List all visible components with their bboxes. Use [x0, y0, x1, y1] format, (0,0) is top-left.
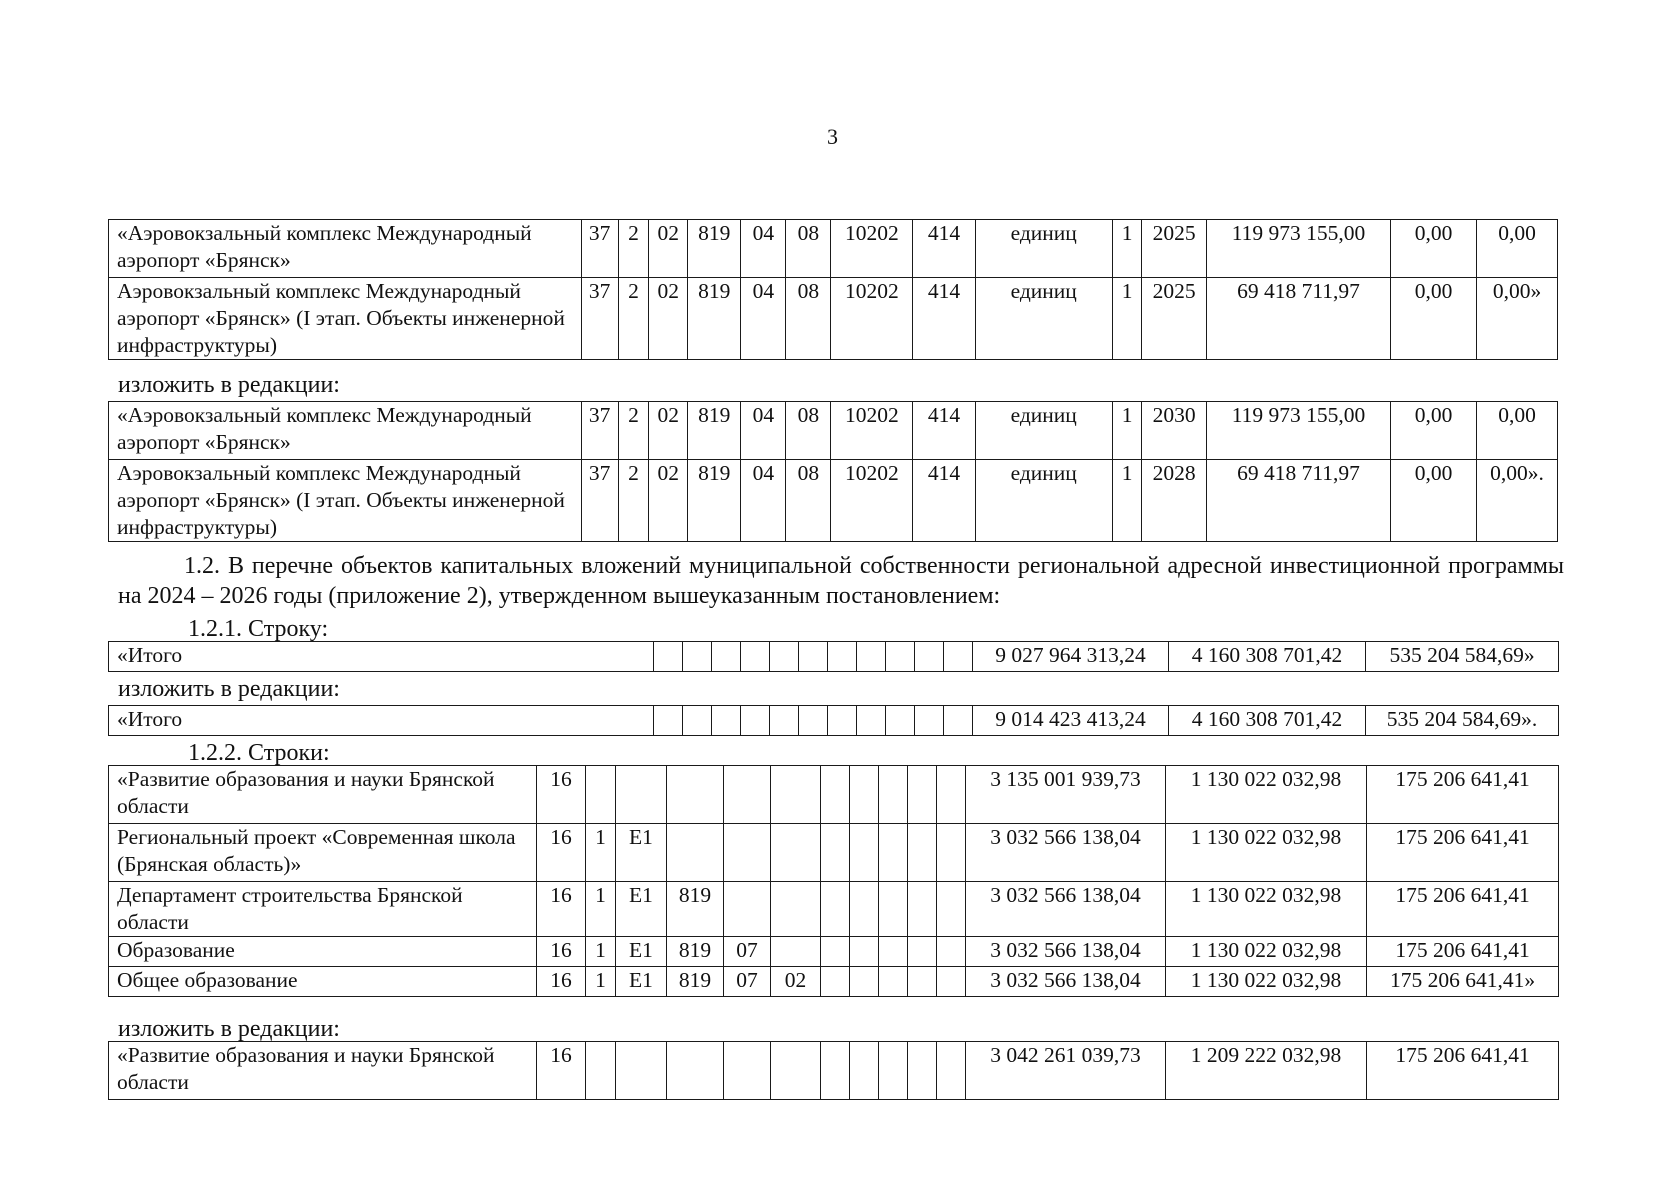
empty-cell — [770, 706, 799, 736]
value-cell: 10202 — [831, 460, 913, 542]
value-cell: 2 — [618, 278, 649, 360]
amount-cell: 4 160 308 701,42 — [1169, 642, 1366, 672]
value-cell: единиц — [975, 460, 1112, 542]
amount-cell: 9 027 964 313,24 — [973, 642, 1169, 672]
code-cell — [850, 1042, 879, 1100]
value-cell: 10202 — [831, 402, 913, 460]
code-cell: 07 — [724, 967, 771, 997]
code-cell: 1 — [586, 824, 616, 882]
code-cell: E1 — [616, 882, 667, 937]
code-cell — [908, 882, 937, 937]
code-cell: 16 — [537, 937, 586, 967]
table-row — [109, 706, 1559, 736]
table-row — [109, 220, 1558, 278]
value-cell: 02 — [649, 278, 688, 360]
amount-cell: 1 130 022 032,98 — [1166, 766, 1367, 824]
code-cell — [667, 824, 724, 882]
object-name-cell: «Аэровокзальный комплекс Международный аэропорт «Брянск» — [109, 220, 582, 278]
code-cell: 1 — [586, 882, 616, 937]
amount-cell: 3 032 566 138,04 — [966, 824, 1166, 882]
value-cell: 2 — [618, 460, 649, 542]
value-cell: 08 — [786, 220, 831, 278]
value-cell: 10202 — [831, 278, 913, 360]
code-cell — [850, 824, 879, 882]
amount-cell: 535 204 584,69». — [1366, 706, 1559, 736]
code-cell — [879, 1042, 908, 1100]
value-cell: 2028 — [1142, 460, 1206, 542]
value-cell: 2 — [618, 402, 649, 460]
value-cell: 04 — [741, 460, 786, 542]
table-education-new — [108, 1041, 1559, 1100]
empty-cell — [712, 642, 741, 672]
code-cell — [821, 937, 850, 967]
empty-cell — [944, 706, 973, 736]
code-cell — [937, 967, 966, 997]
code-cell — [879, 824, 908, 882]
empty-cell — [799, 642, 828, 672]
value-cell: 0,00» — [1477, 278, 1558, 360]
value-cell: 119 973 155,00 — [1206, 220, 1390, 278]
empty-cell — [712, 706, 741, 736]
code-cell: 16 — [537, 1042, 586, 1100]
code-cell: 02 — [771, 967, 821, 997]
empty-cell — [654, 706, 683, 736]
code-cell — [616, 1042, 667, 1100]
amount-cell: 3 032 566 138,04 — [966, 882, 1166, 937]
value-cell: 08 — [786, 402, 831, 460]
value-cell: 2025 — [1142, 278, 1206, 360]
item-name-cell: Департамент строительства Брянской области — [109, 882, 537, 937]
code-cell: E1 — [616, 967, 667, 997]
table-row — [109, 967, 1559, 997]
label-1-2-1: 1.2.1. Строку: — [188, 616, 329, 642]
value-cell: 02 — [649, 402, 688, 460]
value-cell: 2 — [618, 220, 649, 278]
code-cell — [821, 967, 850, 997]
value-cell: 414 — [913, 220, 975, 278]
code-cell — [908, 766, 937, 824]
amount-cell: 4 160 308 701,42 — [1169, 706, 1366, 736]
code-cell — [908, 1042, 937, 1100]
amount-cell: 175 206 641,41 — [1367, 824, 1559, 882]
code-cell: 819 — [667, 937, 724, 967]
code-cell: 819 — [667, 967, 724, 997]
table-row — [109, 937, 1559, 967]
code-cell: 16 — [537, 967, 586, 997]
code-cell — [908, 937, 937, 967]
amount-cell: 175 206 641,41 — [1367, 882, 1559, 937]
table-row — [109, 824, 1559, 882]
amount-cell: 3 042 261 039,73 — [966, 1042, 1166, 1100]
amount-cell: 3 032 566 138,04 — [966, 937, 1166, 967]
code-cell — [879, 766, 908, 824]
value-cell: 819 — [688, 278, 741, 360]
code-cell — [850, 882, 879, 937]
code-cell — [908, 967, 937, 997]
amount-cell: 1 130 022 032,98 — [1166, 937, 1367, 967]
table-airport-old — [108, 219, 1558, 360]
item-name-cell: «Развитие образования и науки Брянской области — [109, 1042, 537, 1100]
edit-label-1: изложить в редакции: — [118, 372, 340, 398]
code-cell — [850, 937, 879, 967]
table-row — [109, 1042, 1559, 1100]
value-cell: 0,00 — [1391, 402, 1477, 460]
code-cell: 07 — [724, 937, 771, 967]
value-cell: 08 — [786, 460, 831, 542]
code-cell — [879, 967, 908, 997]
code-cell — [937, 824, 966, 882]
value-cell: 1 — [1112, 220, 1142, 278]
code-cell — [667, 1042, 724, 1100]
value-cell: 819 — [688, 402, 741, 460]
value-cell: 02 — [649, 220, 688, 278]
amount-cell: 175 206 641,41 — [1367, 766, 1559, 824]
code-cell — [821, 824, 850, 882]
code-cell — [616, 766, 667, 824]
empty-cell — [915, 642, 944, 672]
table-education-old — [108, 765, 1559, 997]
value-cell: 1 — [1112, 460, 1142, 542]
table-row — [109, 402, 1558, 460]
code-cell — [937, 882, 966, 937]
amount-cell: 175 206 641,41» — [1367, 967, 1559, 997]
item-name-cell: Образование — [109, 937, 537, 967]
page-number: 3 — [827, 124, 838, 149]
empty-cell — [944, 642, 973, 672]
value-cell: единиц — [975, 220, 1112, 278]
edit-label-3: изложить в редакции: — [118, 1016, 340, 1042]
value-cell: 04 — [741, 402, 786, 460]
code-cell — [821, 1042, 850, 1100]
code-cell — [771, 766, 821, 824]
paragraph-1-2: 1.2. В перечне объектов капитальных вложений муниципальной собственности региональной адресной инвестиционной программы на 2024 – 2026 годы (приложение 2), утвержденном вышеуказанным постановлением: — [118, 553, 1564, 609]
value-cell: 819 — [688, 220, 741, 278]
code-cell: 1 — [586, 967, 616, 997]
empty-cell — [683, 706, 712, 736]
value-cell: 02 — [649, 460, 688, 542]
value-cell: 37 — [581, 220, 618, 278]
table-total-new — [108, 705, 1559, 736]
empty-cell — [828, 706, 857, 736]
value-cell: 119 973 155,00 — [1206, 402, 1390, 460]
object-name-cell: Аэровокзальный комплекс Международный аэропорт «Брянск» (I этап. Объекты инженерной инфраструктуры) — [109, 278, 582, 360]
value-cell: 69 418 711,97 — [1206, 278, 1390, 360]
value-cell: 2025 — [1142, 220, 1206, 278]
value-cell: 1 — [1112, 402, 1142, 460]
empty-cell — [857, 642, 886, 672]
label-1-2-2: 1.2.2. Строки: — [188, 740, 330, 766]
amount-cell: 3 135 001 939,73 — [966, 766, 1166, 824]
code-cell — [937, 766, 966, 824]
amount-cell: 175 206 641,41 — [1367, 937, 1559, 967]
code-cell — [724, 1042, 771, 1100]
code-cell — [821, 882, 850, 937]
amount-cell: 3 032 566 138,04 — [966, 967, 1166, 997]
item-name-cell: Региональный проект «Современная школа (Брянская область)» — [109, 824, 537, 882]
code-cell: E1 — [616, 824, 667, 882]
code-cell — [724, 882, 771, 937]
table-row — [109, 766, 1559, 824]
value-cell: 08 — [786, 278, 831, 360]
code-cell — [937, 1042, 966, 1100]
value-cell: 0,00 — [1391, 278, 1477, 360]
amount-cell: 1 130 022 032,98 — [1166, 967, 1367, 997]
value-cell: единиц — [975, 278, 1112, 360]
empty-cell — [828, 642, 857, 672]
table-row — [109, 460, 1558, 542]
empty-cell — [654, 642, 683, 672]
empty-cell — [770, 642, 799, 672]
code-cell — [586, 766, 616, 824]
table-row — [109, 642, 1559, 672]
code-cell: 16 — [537, 766, 586, 824]
empty-cell — [915, 706, 944, 736]
table-row — [109, 882, 1559, 937]
code-cell — [667, 766, 724, 824]
code-cell — [879, 882, 908, 937]
value-cell: 414 — [913, 278, 975, 360]
empty-cell — [741, 706, 770, 736]
value-cell: 04 — [741, 278, 786, 360]
item-name-cell: Общее образование — [109, 967, 537, 997]
code-cell — [771, 1042, 821, 1100]
code-cell: E1 — [616, 937, 667, 967]
empty-cell — [886, 706, 915, 736]
value-cell: 37 — [581, 278, 618, 360]
value-cell: 0,00 — [1391, 220, 1477, 278]
amount-cell: 1 130 022 032,98 — [1166, 824, 1367, 882]
code-cell — [850, 967, 879, 997]
item-name-cell: «Развитие образования и науки Брянской области — [109, 766, 537, 824]
value-cell: 1 — [1112, 278, 1142, 360]
value-cell: 69 418 711,97 — [1206, 460, 1390, 542]
empty-cell — [683, 642, 712, 672]
value-cell: 0,00 — [1477, 402, 1558, 460]
value-cell: 0,00». — [1477, 460, 1558, 542]
value-cell: 0,00 — [1477, 220, 1558, 278]
edit-label-2: изложить в редакции: — [118, 676, 340, 702]
code-cell — [724, 824, 771, 882]
total-label-cell: «Итого — [109, 706, 654, 736]
code-cell — [850, 766, 879, 824]
total-label-cell: «Итого — [109, 642, 654, 672]
code-cell: 16 — [537, 824, 586, 882]
code-cell — [937, 937, 966, 967]
object-name-cell: Аэровокзальный комплекс Международный аэропорт «Брянск» (I этап. Объекты инженерной инфраструктуры) — [109, 460, 582, 542]
table-row — [109, 278, 1558, 360]
value-cell: 10202 — [831, 220, 913, 278]
object-name-cell: «Аэровокзальный комплекс Международный аэропорт «Брянск» — [109, 402, 582, 460]
amount-cell: 9 014 423 413,24 — [973, 706, 1169, 736]
empty-cell — [857, 706, 886, 736]
value-cell: 819 — [688, 460, 741, 542]
amount-cell: 1 209 222 032,98 — [1166, 1042, 1367, 1100]
amount-cell: 175 206 641,41 — [1367, 1042, 1559, 1100]
value-cell: 414 — [913, 460, 975, 542]
value-cell: 414 — [913, 402, 975, 460]
code-cell — [908, 824, 937, 882]
code-cell — [771, 937, 821, 967]
code-cell — [586, 1042, 616, 1100]
table-total-old — [108, 641, 1559, 672]
amount-cell: 1 130 022 032,98 — [1166, 882, 1367, 937]
value-cell: единиц — [975, 402, 1112, 460]
value-cell: 04 — [741, 220, 786, 278]
code-cell — [879, 937, 908, 967]
empty-cell — [741, 642, 770, 672]
empty-cell — [886, 642, 915, 672]
value-cell: 2030 — [1142, 402, 1206, 460]
code-cell: 819 — [667, 882, 724, 937]
code-cell — [771, 824, 821, 882]
value-cell: 37 — [581, 460, 618, 542]
code-cell: 1 — [586, 937, 616, 967]
code-cell — [771, 882, 821, 937]
code-cell — [724, 766, 771, 824]
amount-cell: 535 204 584,69» — [1366, 642, 1559, 672]
value-cell: 0,00 — [1391, 460, 1477, 542]
empty-cell — [799, 706, 828, 736]
code-cell — [821, 766, 850, 824]
value-cell: 37 — [581, 402, 618, 460]
code-cell: 16 — [537, 882, 586, 937]
table-airport-new — [108, 401, 1558, 542]
